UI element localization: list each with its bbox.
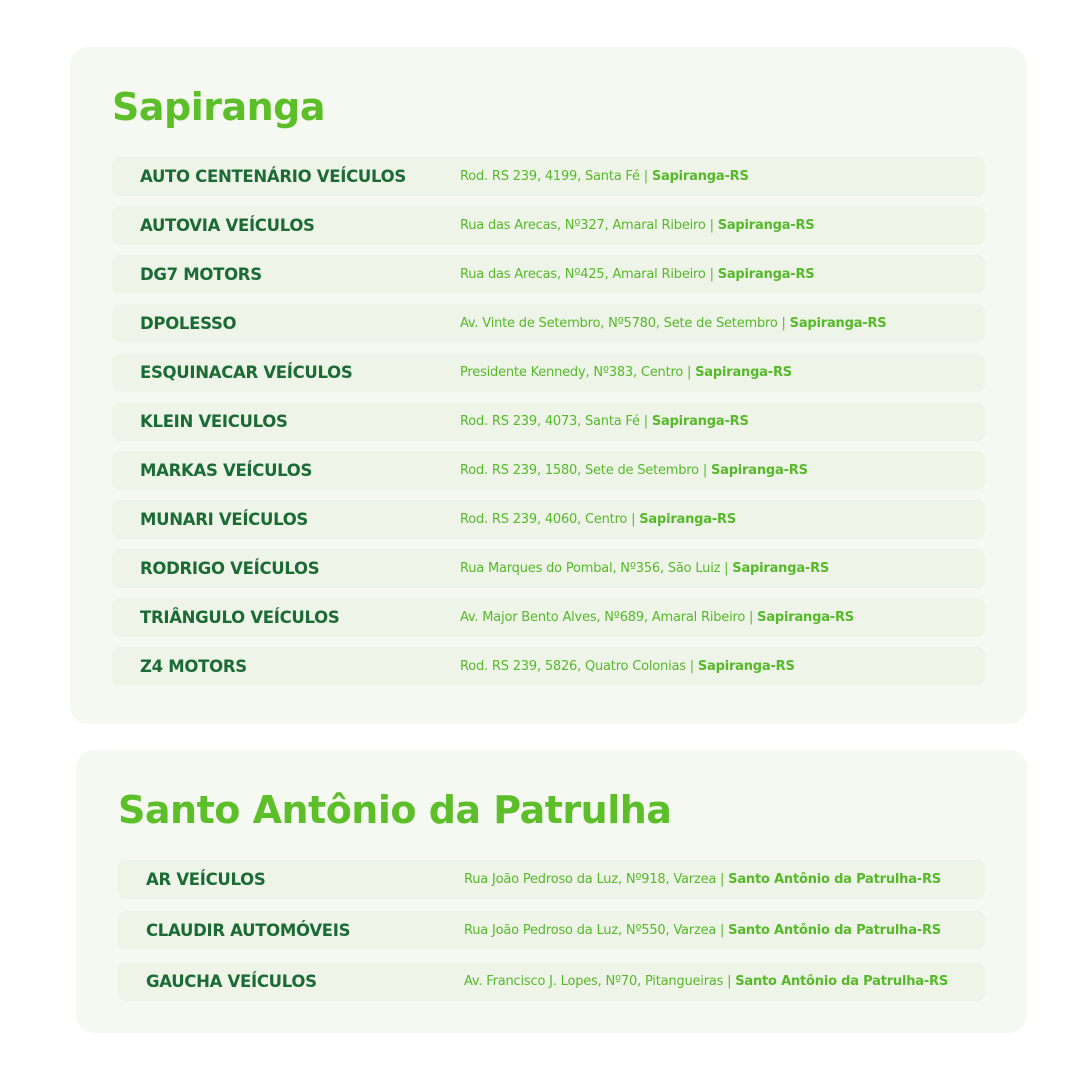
dealer-name: MARKAS VEÍCULOS — [140, 461, 313, 480]
dealer-city: Sapiranga-RS — [651, 414, 749, 429]
dealer-name: GAUCHA VEÍCULOS — [146, 972, 317, 991]
dealer-name: KLEIN VEICULOS — [140, 412, 288, 431]
city-card-santo-antonio-da-patrulha — [76, 750, 1027, 1033]
city-title: Santo Antônio da Patrulha — [118, 788, 672, 832]
dealer-row — [112, 304, 985, 343]
dealer-row — [112, 500, 985, 539]
dealer-name: DG7 MOTORS — [140, 265, 262, 284]
dealer-row — [118, 911, 985, 950]
street-address: Rod. RS 239, 5826, Quatro Colonias | — [460, 659, 698, 674]
dealer-address — [460, 561, 829, 576]
city-card-sapiranga — [70, 47, 1027, 724]
dealer-name: AUTO CENTENÁRIO VEÍCULOS — [140, 167, 406, 186]
dealer-row — [112, 598, 985, 637]
dealer-name: MUNARI VEÍCULOS — [140, 510, 309, 529]
dealer-row — [112, 157, 985, 196]
dealer-address — [460, 414, 749, 429]
street-address: Av. Major Bento Alves, Nº689, Amaral Ribeiro | — [460, 610, 758, 625]
dealer-city: Sapiranga-RS — [717, 267, 815, 282]
dealer-address — [460, 316, 886, 331]
dealer-row — [112, 206, 985, 245]
dealer-row — [112, 353, 985, 392]
dealer-address — [460, 218, 814, 233]
dealer-city: Sapiranga-RS — [697, 659, 795, 674]
dealer-name: ESQUINACAR VEÍCULOS — [140, 363, 353, 382]
dealer-address — [460, 463, 808, 478]
dealer-row — [118, 962, 985, 1001]
street-address: Presidente Kennedy, Nº383, Centro | — [460, 365, 696, 380]
street-address: Av. Francisco J. Lopes, Nº70, Pitangueiras | — [464, 974, 736, 989]
dealer-address — [464, 923, 941, 938]
dealer-name: TRIÂNGULO VEÍCULOS — [140, 608, 340, 627]
dealer-city: Santo Antônio da Patrulha-RS — [728, 923, 941, 938]
dealer-list — [112, 157, 985, 686]
street-address: Rua Marques do Pombal, Nº356, São Luiz | — [460, 561, 733, 576]
street-address: Rod. RS 239, 4073, Santa Fé | — [460, 414, 652, 429]
dealer-city: Sapiranga-RS — [757, 610, 854, 625]
dealer-address — [460, 659, 795, 674]
city-title: Sapiranga — [112, 85, 326, 129]
dealer-name: AR VEÍCULOS — [146, 870, 266, 889]
street-address: Rua das Arecas, Nº425, Amaral Ribeiro | — [460, 267, 718, 282]
dealer-name: DPOLESSO — [140, 314, 237, 333]
dealer-address — [460, 610, 854, 625]
dealer-city: Sapiranga-RS — [717, 218, 815, 233]
dealer-row — [112, 549, 985, 588]
dealer-address — [460, 365, 792, 380]
dealer-city: Sapiranga-RS — [732, 561, 830, 576]
dealer-list — [118, 860, 985, 1001]
dealer-name: AUTOVIA VEÍCULOS — [140, 216, 315, 235]
dealer-address — [460, 267, 814, 282]
dealer-city: Sapiranga-RS — [639, 512, 737, 527]
dealer-address — [460, 169, 749, 184]
dealer-name: CLAUDIR AUTOMÓVEIS — [146, 921, 351, 940]
dealer-row — [112, 402, 985, 441]
street-address: Rod. RS 239, 4199, Santa Fé | — [460, 169, 652, 184]
dealer-city: Sapiranga-RS — [789, 316, 887, 331]
dealer-row — [112, 255, 985, 294]
dealer-row — [112, 451, 985, 490]
street-address: Av. Vinte de Setembro, Nº5780, Sete de Setembro | — [460, 316, 790, 331]
dealer-row — [118, 860, 985, 899]
dealer-city: Santo Antônio da Patrulha-RS — [735, 974, 949, 989]
dealer-city: Santo Antônio da Patrulha-RS — [728, 872, 941, 887]
dealer-city: Sapiranga-RS — [651, 169, 749, 184]
dealer-city: Sapiranga-RS — [710, 463, 808, 478]
dealer-city: Sapiranga-RS — [695, 365, 792, 380]
dealer-address — [460, 512, 736, 527]
street-address: Rua João Pedroso da Luz, Nº918, Varzea | — [464, 872, 729, 887]
dealer-row — [112, 647, 985, 686]
street-address: Rod. RS 239, 1580, Sete de Setembro | — [460, 463, 711, 478]
street-address: Rua das Arecas, Nº327, Amaral Ribeiro | — [460, 218, 718, 233]
dealer-address — [464, 974, 948, 989]
street-address: Rua João Pedroso da Luz, Nº550, Varzea | — [464, 923, 729, 938]
street-address: Rod. RS 239, 4060, Centro | — [460, 512, 640, 527]
dealer-name: Z4 MOTORS — [140, 657, 247, 676]
dealer-address — [464, 872, 941, 887]
dealer-name: RODRIGO VEÍCULOS — [140, 559, 320, 578]
